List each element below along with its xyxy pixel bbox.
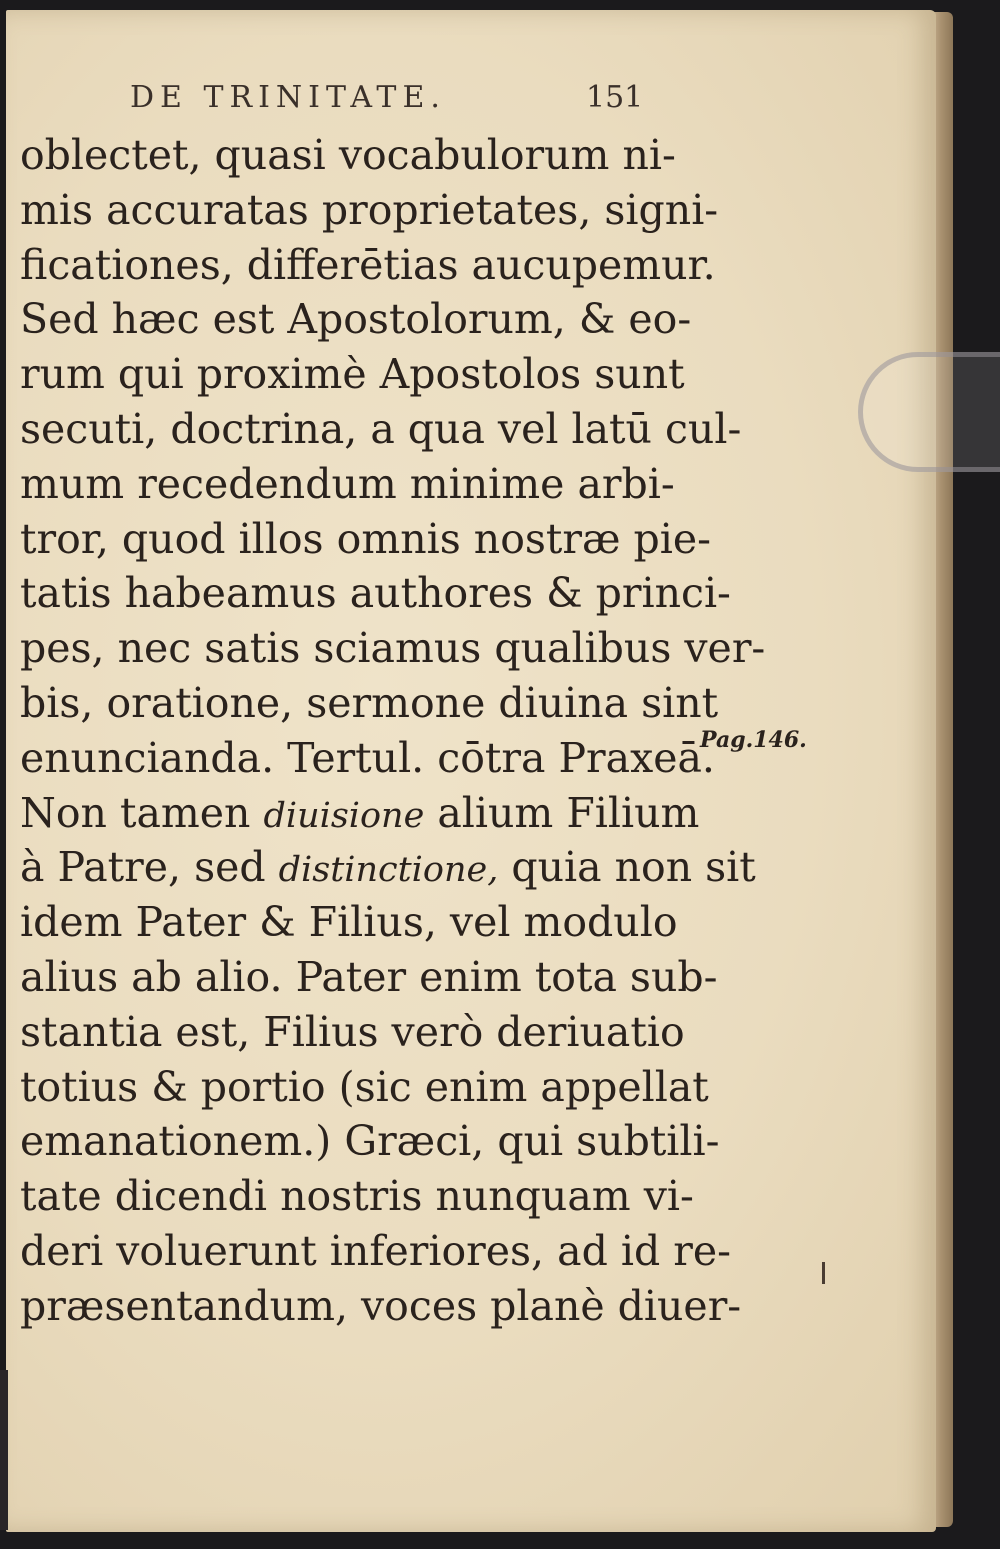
text-line: Sed hæc est Apostolorum, & eo-: [20, 295, 692, 344]
text-line: stantia est, Filius verò deriuatio: [20, 1007, 685, 1056]
text-segment: quia non sit: [498, 843, 756, 892]
page-number: 151: [586, 80, 644, 115]
page-clip: [858, 352, 1000, 472]
text-line: pes, nec satis sciamus qualibus ver-: [20, 624, 766, 673]
text-segment: à Patre, sed: [20, 843, 279, 892]
text-line: oblectet, quasi vocabulorum ni-: [20, 131, 676, 179]
text-line: emanationem.) Græci, qui subtili-: [20, 1117, 720, 1166]
italic-term: diuisione: [263, 795, 425, 836]
ink-mark: [822, 1262, 825, 1284]
text-line: præsentandum, voces planè diuer-: [20, 1281, 742, 1330]
binding-strip: [0, 1370, 8, 1530]
running-head-title: DE TRINITATE.: [130, 80, 446, 115]
text-line: tror, quod illos omnis nostræ pie-: [20, 514, 712, 563]
running-head: [20, 80, 680, 130]
marginal-note: Pag.146.: [700, 727, 807, 753]
text-line: [20, 840, 756, 895]
text-line: [20, 786, 700, 841]
text-line: mum recedendum minime arbi-: [20, 459, 675, 508]
text-line: deri voluerunt inferiores, ad id re-: [20, 1226, 731, 1275]
text-line: secuti, doctrina, a qua vel latū cul-: [20, 404, 742, 453]
text-line: tatis habeamus authores & princi-: [20, 569, 731, 618]
text-line: mis accuratas proprietates, signi-: [20, 185, 719, 234]
text-line: tate dicendi nostris nunquam vi-: [20, 1172, 694, 1221]
text-line: bis, oratione, sermone diuina sint: [20, 678, 719, 727]
text-segment: alium Filium: [424, 788, 700, 837]
text-segment: Non tamen: [20, 788, 264, 837]
text-line: rum qui proximè Apostolos sunt: [20, 350, 685, 399]
italic-term: distinctione,: [278, 850, 499, 891]
text-line: ficationes, differētias aucupemur.: [20, 240, 716, 289]
text-line: alius ab alio. Pater enim tota sub-: [20, 952, 718, 1001]
text-line: idem Pater & Filius, vel modulo: [20, 898, 678, 947]
text-line: enuncianda. Tertul. cōtra Praxeā.: [20, 733, 715, 782]
text-line: totius & portio (sic enim appellat: [20, 1062, 709, 1111]
